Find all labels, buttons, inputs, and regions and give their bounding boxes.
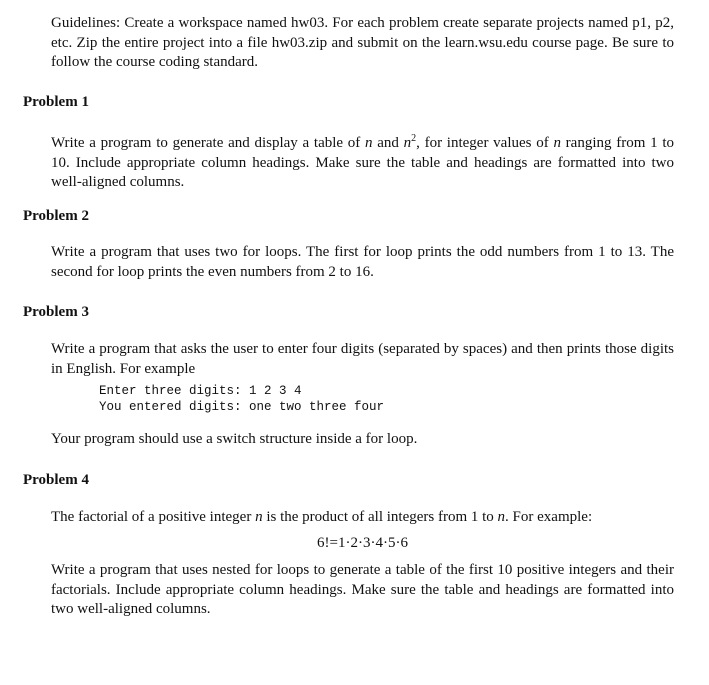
- problem-3-after-text: Your program should use a switch structure inside a for loop.: [51, 431, 418, 447]
- problem-3-heading: Problem 3: [23, 304, 89, 320]
- example-code-line-1: Enter three digits: 1 2 3 4: [99, 384, 302, 398]
- problem-1-heading: Problem 1: [23, 94, 89, 110]
- guidelines-text: Guidelines: Create a workspace named hw03. For each problem create separate projects named p1, p2, etc. Zip the entire project into a file hw03.zip and submit on the learn.wsu.edu course page. Be sure to follow the course coding standard.: [51, 15, 674, 70]
- problem-2-text: Write a program that uses two for loops. The first for loop prints the odd numbers from 1 to 13. The second for loop prints the even numbers from 2 to 16.: [51, 244, 674, 280]
- problem-2-heading: Problem 2: [23, 208, 89, 224]
- problem-1-text: Write a program to generate and display a table of n and $n^2$, for integer values of n ranging from 1 to 10. Include appropriate column headings. Make sure the table and headings are formatted into two well-aligned columns.: [51, 133, 674, 190]
- problem-4-text-2: Write a program that uses nested for loops to generate a table of the first 10 positive integers and their factorials. Include appropriate column headings. Make sure the table and headings are formatted into two well-aligned columns.: [51, 562, 674, 617]
- problem-4-text: The factorial of a positive integer n is the product of all integers from 1 to n. For example:: [51, 509, 593, 525]
- problem-3-text: Write a program that asks the user to enter four digits (separated by spaces) and then prints those digits in English. For example: [51, 341, 674, 377]
- problem-4-heading: Problem 4: [23, 472, 89, 488]
- example-code-line-2: You entered digits: one two three four: [99, 400, 385, 414]
- factorial-formula: 6!=1·2·3·4·5·6: [317, 535, 408, 551]
